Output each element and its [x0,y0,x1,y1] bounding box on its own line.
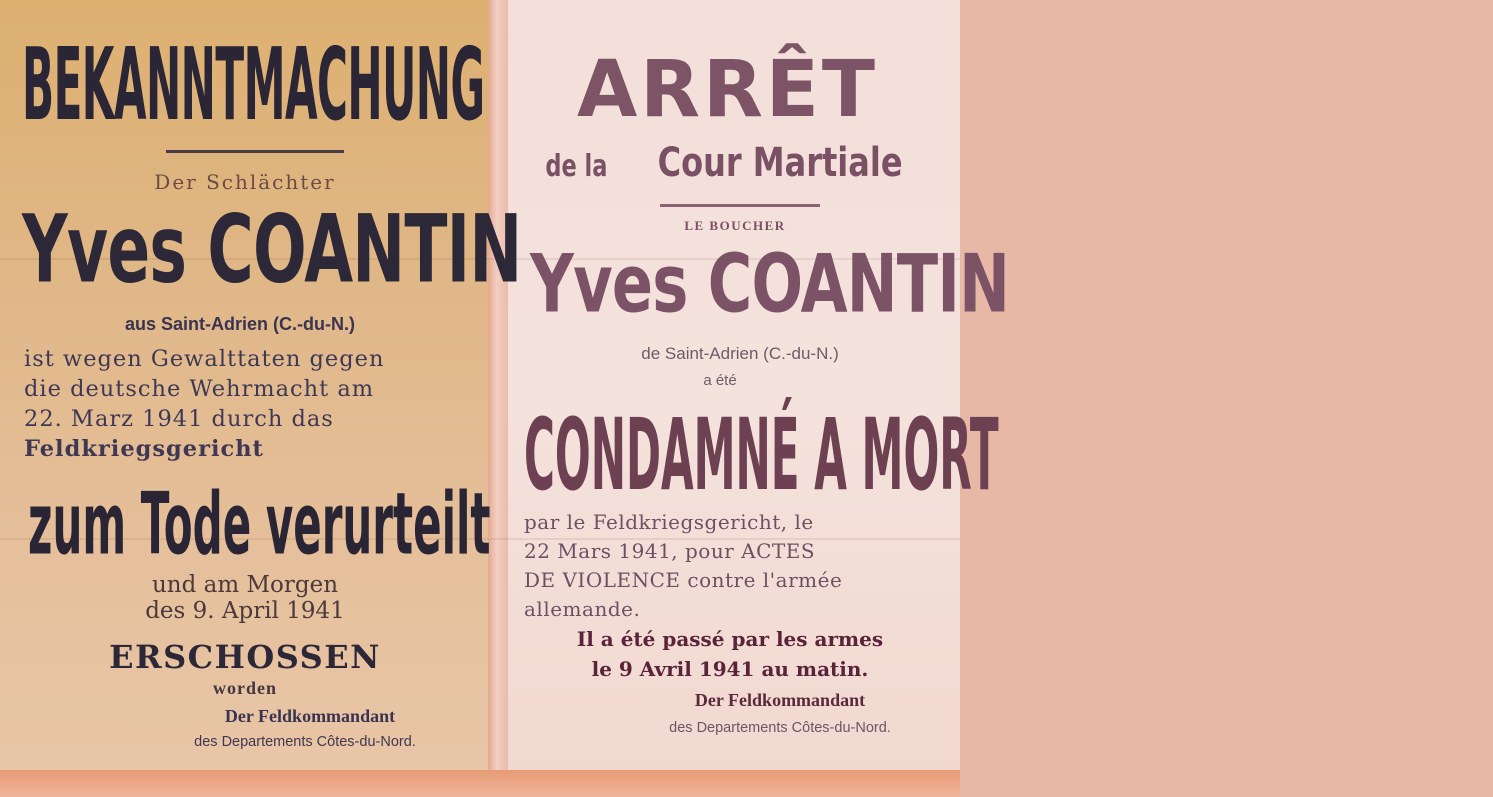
french-body-line: allemande. [524,597,641,621]
french-court-name: Cour Martiale [657,140,903,186]
french-signer: Der Feldkommandant [694,690,866,710]
german-title: BEKANNTMACHUNG [22,28,485,144]
german-body-line: ist wegen Gewalttaten gegen [24,346,385,372]
german-origin: aus Saint-Adrien (C.-du-N.) [125,314,355,334]
bottom-band [0,770,960,797]
french-title: ARRÊT [576,44,878,136]
french-shot-line: le 9 Avril 1941 au matin. [591,657,869,681]
german-body [24,344,474,464]
french-title-rule [660,204,820,207]
french-origin: de Saint-Adrien (C.-du-N.) [641,344,839,363]
german-butcher-label: Der Schlächter [154,170,336,194]
german-signer: Der Feldkommandant [224,706,396,726]
french-ete: a été [703,372,737,389]
french-body [524,508,934,624]
french-shot [510,624,950,684]
german-body-line: die deutsche Wehrmacht am [24,376,375,402]
french-body-line: DE VIOLENCE contre l'armée [524,568,843,592]
german-worden: worden [213,678,277,698]
french-department: des Departements Côtes-du-Nord. [669,720,891,736]
german-morning-line: und am Morgen [151,572,339,598]
german-name: Yves COANTIN [22,196,522,305]
french-shot-line: Il a été passé par les armes [576,627,884,651]
french-court [508,140,960,186]
german-morning-line: des 9. April 1941 [145,598,345,624]
french-butcher-label: LE BOUCHER [684,218,786,233]
german-body-line: 22. Marz 1941 durch das [24,406,334,432]
german-verdict: zum Tode verurteilt [28,474,491,575]
german-shot: ERSCHOSSEN [109,638,381,676]
german-department: des Departements Côtes-du-Nord. [194,734,416,750]
german-morning [20,572,470,624]
poster-divider [488,0,510,797]
french-body-line: par le Feldkriegsgericht, le [524,510,814,534]
german-title-rule [166,150,344,153]
french-court-prefix: de la [544,149,607,184]
french-name: Yves COANTIN [530,238,1010,331]
german-body-line: Feldkriegsgericht [24,436,264,462]
french-body-line: 22 Mars 1941, pour ACTES [524,539,816,563]
french-condemned: CONDAMNÉ A MORT [524,398,999,513]
